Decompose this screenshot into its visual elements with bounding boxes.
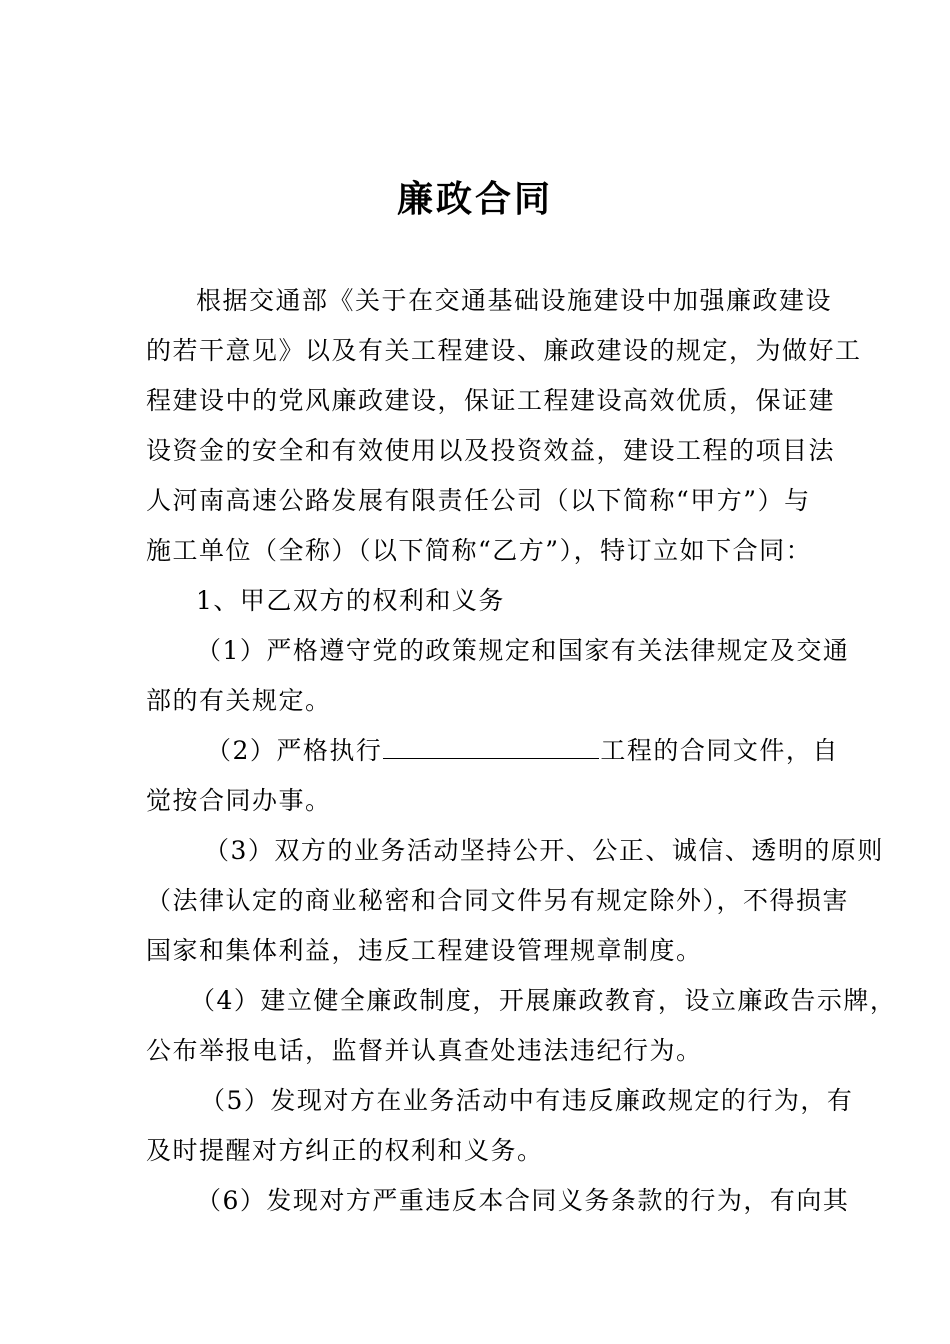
paragraph-line: （5）发现对方在业务活动中有违反廉政规定的行为，有 [200,1086,854,1115]
clause-text: （2）严格执行 [206,736,383,765]
clause-text: 工程的合同文件，自 [600,736,839,765]
paragraph-line: 觉按合同办事。 [146,786,332,815]
paragraph-line: （1）严格遵守党的政策规定和国家有关法律规定及交通 [196,636,850,665]
paragraph-line: 根据交通部《关于在交通基础设施建设中加强廉政建设 [196,286,833,315]
paragraph-line: 程建设中的党风廉政建设，保证工程建设高效优质，保证建 [146,386,836,415]
paragraph-line: 及时提醒对方纠正的权利和义务。 [146,1136,544,1165]
paragraph-line: 施工单位（全称）（以下简称“乙方”），特订立如下合同： [146,536,813,565]
paragraph-line: 国家和集体利益，违反工程建设管理规章制度。 [146,936,703,965]
fill-in-blank [383,736,599,759]
paragraph-line: 的若干意见》以及有关工程建设、廉政建设的规定，为做好工 [146,336,862,365]
paragraph-line: 部的有关规定。 [146,686,332,715]
paragraph-line-with-blank [206,734,839,768]
paragraph-line: （4）建立健全廉政制度，开展廉政教育，设立廉政告示牌， [190,986,897,1015]
document-title: 廉政合同 [396,179,553,220]
paragraph-line: 人河南高速公路发展有限责任公司（以下简称“甲方”）与 [146,486,811,515]
paragraph-line: 公布举报电话，监督并认真查处违法违纪行为。 [146,1036,703,1065]
section-heading: 1、甲乙双方的权利和义务 [196,586,505,615]
paragraph-line: （法律认定的商业秘密和合同文件另有规定除外），不得损害 [146,886,850,915]
paragraph-line: （6）发现对方严重违反本合同义务条款的行为，有向其 [196,1186,850,1215]
paragraph-line: 设资金的安全和有效使用以及投资效益，建设工程的项目法 [146,436,836,465]
paragraph-line: （3）双方的业务活动坚持公开、公正、诚信、透明的原则 [204,836,884,865]
